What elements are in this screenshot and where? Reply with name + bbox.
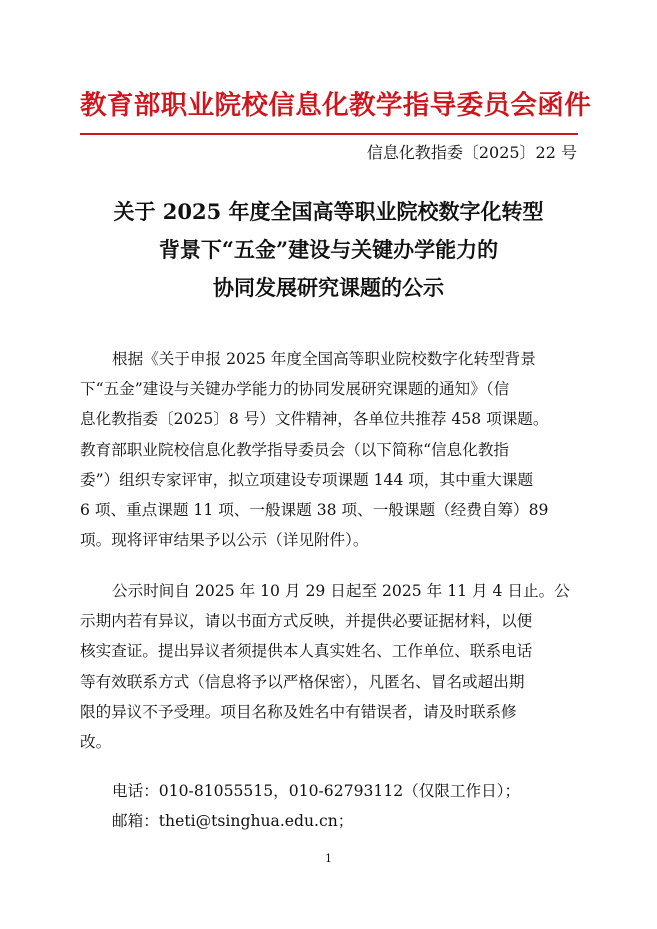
paragraph-2-line: 限的异议不予受理。项目名称及姓名中有错误者，请及时联系修 [80, 702, 517, 721]
paragraph-1-line: 息化教指委〔2025〕8 号）文件精神，各单位共推荐 458 项课题。 [80, 410, 549, 429]
paragraph-1-line: 委”）组织专家评审，拟立项建设专项课题 144 项，其中重大课题 [80, 470, 534, 489]
contact-email: 邮箱：theti@tsinghua.edu.cn； [112, 812, 354, 831]
paragraph-1-line: 6 项、重点课题 11 项、一般课题 38 项、一般课题（经费自筹）89 [80, 501, 549, 520]
contact-phone: 电话：010-81055515，010-62793112（仅限工作日）； [112, 782, 521, 800]
paragraph-2 [80, 576, 580, 757]
paragraph-2-line: 核实查证。提出异议者须提供本人真实姓名、工作单位、联系电话 [80, 642, 533, 661]
letterhead-rule [80, 133, 578, 135]
paragraph-1-line: 根据《关于申报 2025 年度全国高等职业院校数字化转型背景 [112, 350, 536, 368]
title-line-2: 背景下“五金”建设与关键办学能力的 [158, 237, 499, 262]
page-number: 1 [325, 852, 332, 865]
paragraph-2-line: 示期内若有异议，请以书面方式反映，并提供必要证据材料，以便 [80, 612, 533, 631]
paragraph-1 [80, 344, 580, 555]
contact-block [80, 776, 580, 836]
paragraph-1-line: 教育部职业院校信息化教学指导委员会（以下简称“信息化教指 [80, 440, 510, 459]
letterhead-title: 教育部职业院校信息化教学指导委员会函件 [80, 90, 592, 121]
paragraph-2-line: 公示时间自 2025 年 10 月 29 日起至 2025 年 11 月 4 日止。公 [112, 582, 570, 600]
paragraph-2-line: 等有效联系方式（信息将予以严格保密），凡匿名、冒名或超出期 [80, 672, 525, 691]
document-number: 信息化教指委〔2025〕22 号 [366, 143, 577, 162]
paragraph-1-line: 项。现将评审结果予以公示（详见附件）。 [80, 531, 369, 550]
document-title [0, 193, 657, 307]
paragraph-2-line: 改。 [80, 733, 112, 752]
paragraph-1-line: 下“五金”建设与关键办学能力的协同发展研究课题的通知》（信 [80, 380, 510, 399]
title-line-1: 关于 2025 年度全国高等职业院校数字化转型 [113, 199, 544, 224]
title-line-3: 协同发展研究课题的公示 [213, 275, 444, 300]
